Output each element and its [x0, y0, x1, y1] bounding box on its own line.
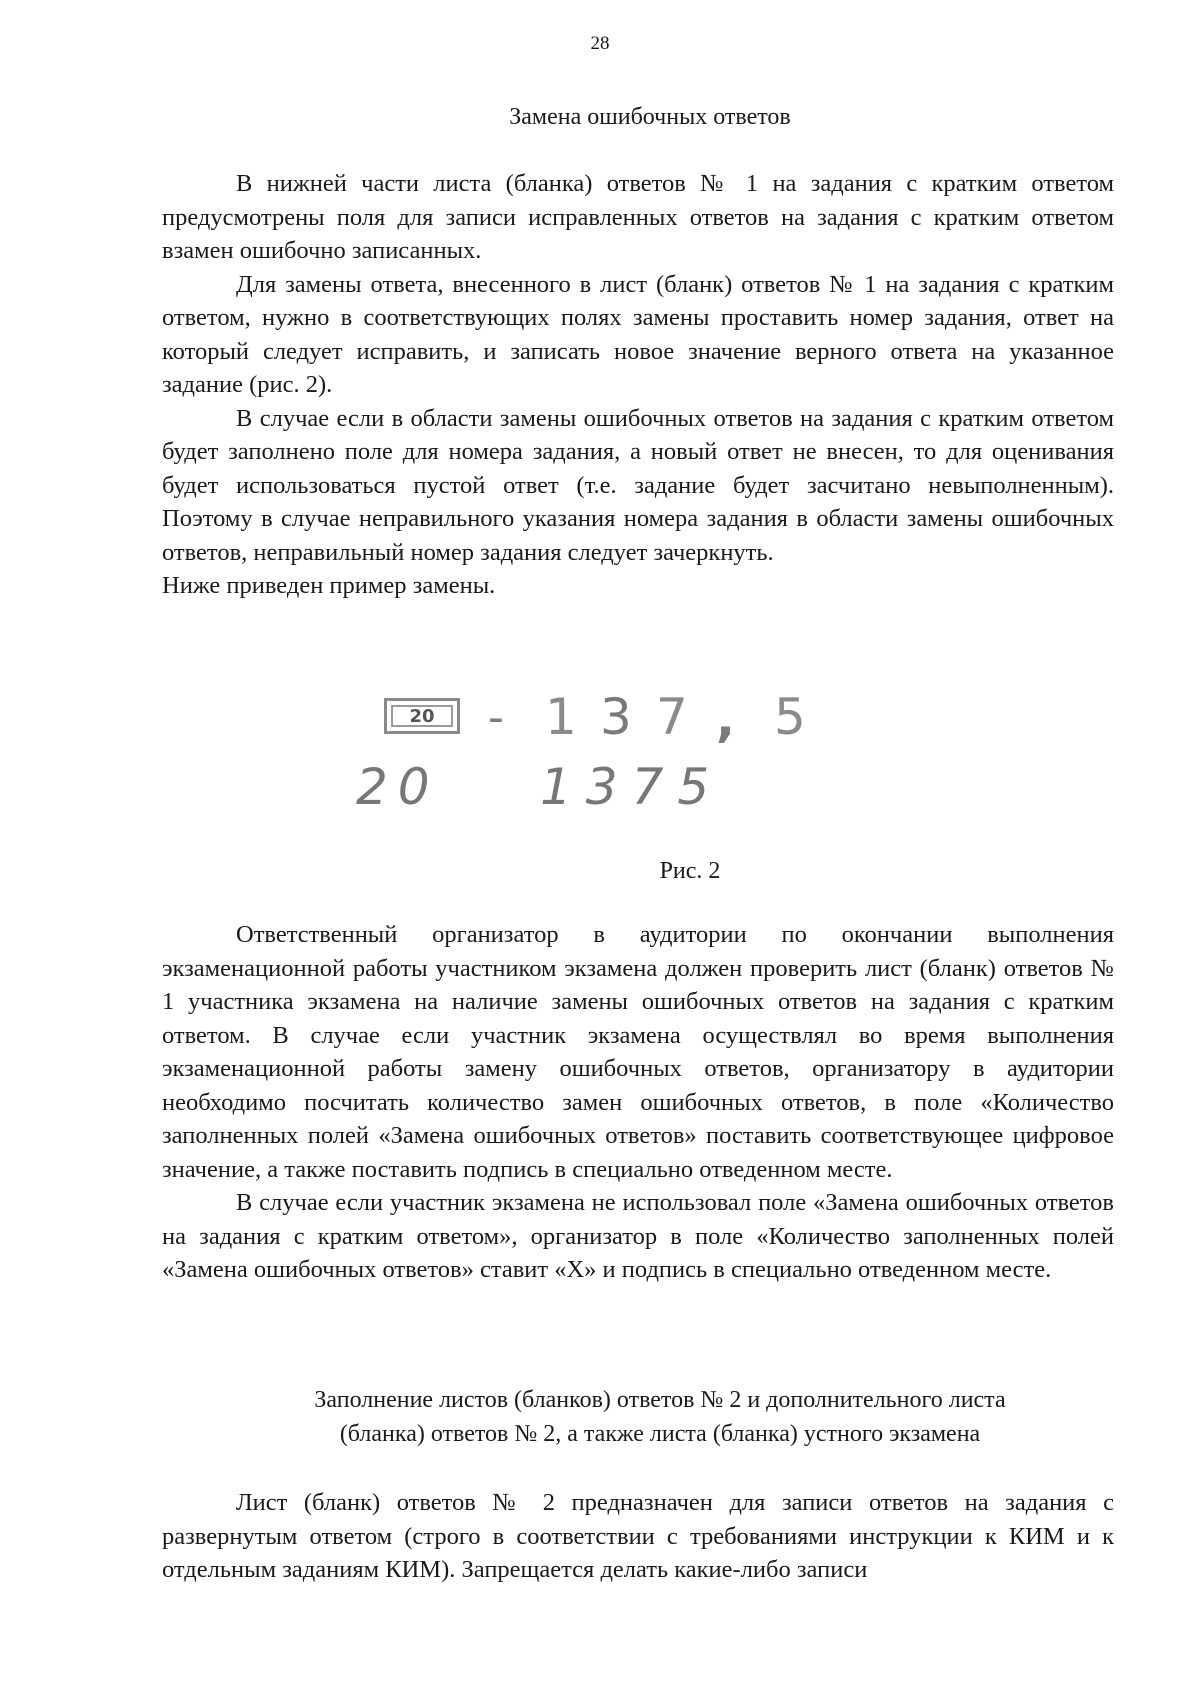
printed-answer-char: ,	[716, 690, 735, 748]
paragraph: В нижней части листа (бланка) ответов № 1 на задания с кратким ответом предусмотрены поля для записи исправленных ответов на задания с кратким ответом взамен ошибочно записанных.	[162, 170, 1114, 264]
section-title-line: (бланка) ответов № 2, а также листа (бланка) устного экзамена	[339, 1421, 981, 1447]
paragraph: В случае если в области замены ошибочных ответов на задания с кратким ответом будет заполнено поле для номера задания, а новый ответ не внесен, то для оценивания будет использоваться пустой ответ (т.е. задание будет засчитано невыполненным). Поэтому в случае неправильного указания номера задания в области замены ошибочных ответов, неправильный номер задания следует зачеркнуть.	[162, 404, 1114, 566]
printed-answer-char: -	[488, 692, 504, 743]
section-title-answer-sheet-2	[150, 1383, 1170, 1451]
example-intro: Ниже приведен пример замены.	[162, 572, 496, 599]
printed-task-number-box	[384, 698, 460, 734]
printed-answer-char: 3	[600, 688, 632, 746]
page-number: 28	[590, 33, 610, 54]
section-body-organizer	[162, 918, 1114, 1287]
printed-task-number: 20	[409, 705, 435, 727]
paragraph: В случае если участник экзамена не использовал поле «Замена ошибочных ответов на задания с кратким ответом», организатор в поле «Количество заполненных полей «Замена ошибочных ответов» ставит «Х» и подпись в специально отведенном месте.	[162, 1189, 1114, 1283]
paragraph: Лист (бланк) ответов № 2 предназначен для записи ответов на задания с развернутым ответом (строго в соответствии с требованиями инструкции к КИМ и к отдельным заданиям КИМ). Запрещается делать какие-либо записи	[162, 1489, 1114, 1583]
handwritten-answer: 1375	[540, 758, 724, 816]
handwritten-task-number: 20	[356, 758, 440, 816]
figure-caption: Рис. 2	[659, 858, 721, 884]
section-body-replacement	[162, 167, 1114, 603]
printed-answer-char: 5	[774, 688, 806, 746]
section-title-replacement: Замена ошибочных ответов	[509, 104, 791, 130]
printed-answer-char: 1	[545, 688, 577, 746]
paragraph: Ответственный организатор в аудитории по окончании выполнения экзаменационной работы участником экзамена должен проверить лист (бланк) ответов № 1 участника экзамена на наличие замены ошибочных ответов на задания с кратким ответом. В случае если участник экзамена осуществлял во время выполнения экзаменационной работы замену ошибочных ответов, организатору в аудитории необходимо посчитать количество замен ошибочных ответов, в поле «Количество заполненных полей «Замена ошибочных ответов» поставить соответствующее цифровое значение, а также поставить подпись в специально отведенном месте.	[162, 921, 1114, 1183]
printed-answer-char: 7	[656, 688, 688, 746]
section-title-line: Заполнение листов (бланков) ответов № 2 и дополнительного листа	[314, 1387, 1006, 1413]
figure-replacement-example	[356, 686, 920, 836]
paragraph: Для замены ответа, внесенного в лист (бланк) ответов № 1 на задания с кратким ответом, нужно в соответствующих полях замены проставить номер задания, ответ на который следует исправить, и записать новое значение верного ответа на указанное задание (рис. 2).	[162, 270, 1114, 398]
section-body-answer-sheet-2	[162, 1486, 1114, 1587]
